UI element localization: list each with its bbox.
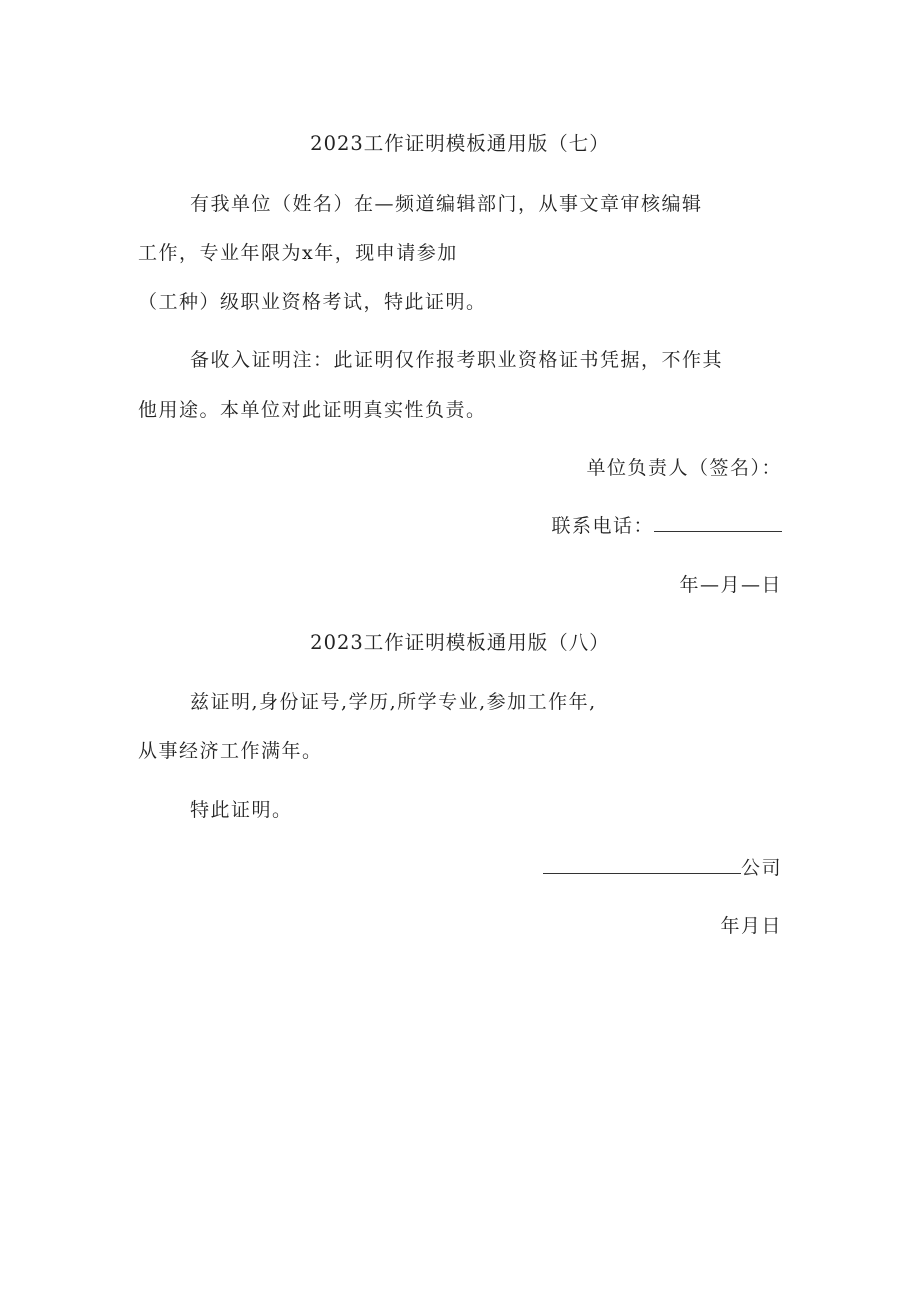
company-blank-line [543, 855, 741, 874]
section7-para1-line2: 工作，专业年限为x年，现申请参加 [138, 242, 458, 264]
section7-date: 年—月—日 [679, 574, 782, 596]
section7-phone-label: 联系电话： [551, 515, 654, 537]
section7-para1-line3: （工种）级职业资格考试，特此证明。 [138, 291, 487, 313]
section8-date: 年月日 [720, 915, 782, 937]
section7-para1-line1: 有我单位（姓名）在—频道编辑部门，从事文章审核编辑 [190, 193, 703, 215]
section8-title: 2023工作证明模板通用版（八） [310, 631, 610, 654]
phone-blank-line [654, 513, 782, 532]
section8-para1-line1: 兹证明,身份证号,学历,所学专业,参加工作年, [190, 691, 597, 713]
section8-company-row [543, 855, 782, 881]
section7-para2-line2: 他用途。本单位对此证明真实性负责。 [138, 399, 487, 421]
section7-title: 2023工作证明模板通用版（七） [310, 132, 610, 155]
section7-para2-line1: 备收入证明注：此证明仅作报考职业资格证书凭据，不作其 [190, 349, 724, 371]
section8-para1-line2: 从事经济工作满年。 [138, 740, 323, 762]
section7-signer-label: 单位负责人（签名）： [586, 457, 782, 479]
section8-company-suffix: 公司 [740, 857, 782, 879]
section7-phone-row [551, 513, 782, 539]
section8-para2: 特此证明。 [190, 799, 293, 821]
